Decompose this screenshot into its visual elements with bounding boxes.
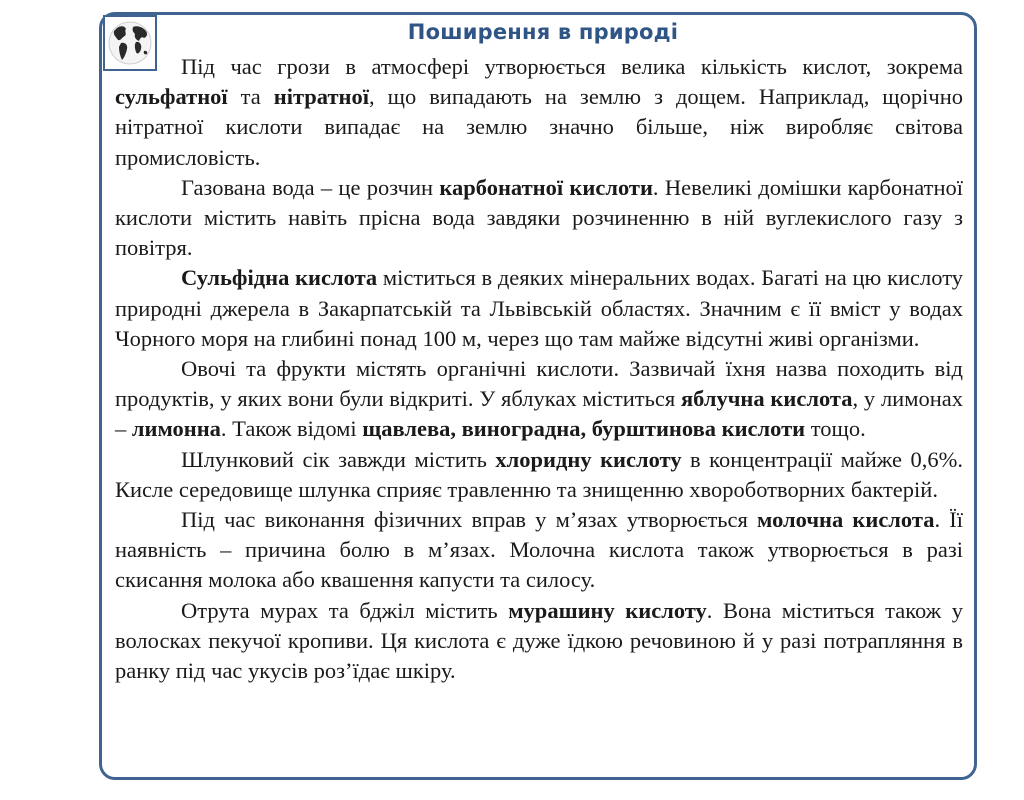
bold-term-citric: лимонна (131, 416, 221, 442)
bold-term-lactic: молочна кислота (757, 507, 935, 533)
bold-term-nitrate: нітратної (273, 84, 369, 110)
bold-term-sulfide: Сульфідна кислота (181, 265, 378, 291)
paragraph-carbonated-water: Газована вода – це розчин карбонатної кислоти. Невеликі домішки карбонатної кислоти містить навіть прісна вода завдяки розчиненню в ній вуглекислого газу з повітря. (115, 174, 963, 261)
bold-term-formic: мурашину кислоту (508, 597, 707, 623)
bold-term-other-acids: щавлева, виноградна, бурштинова кислоти (362, 416, 806, 442)
section-body (115, 52, 963, 686)
bold-term-malic: яблучна кислота (680, 386, 853, 412)
paragraph-sulfide-acid: Сульфідна кислота міститься в деяких мінеральних водах. Багаті на цю кислоту природні джерела в Закарпатській та Львівській областях. Значним є її вміст у водах Чорного моря на глибині понад 100 м, через що там майже відсутні живі організми. (115, 265, 963, 351)
paragraph-lactic-acid: Під час виконання фізичних вправ у м’язах утворюється молочна кислота. Її наявність – причина болю в м’язах. Молочна кислота також утворюється в разі скисання молока або квашення капусти та силосу. (115, 507, 964, 593)
bold-term-hydrochloric: хлоридну кислоту (495, 446, 682, 472)
bold-term-carbonic: карбонатної кислоти (439, 174, 653, 200)
paragraph-fruit-acids: Овочі та фрукти містять органічні кислоти. Зазвичай їхня назва походить від продуктів, у яких вони були відкриті. У яблуках міститься яблучна кислота, у лимонах – лимонна. Також відомі щавлева, виноградна, бурштинова кислоти тощо. (115, 356, 963, 442)
paragraph-gastric-juice: Шлунковий сік завжди містить хлоридну кислоту в концентрації майже 0,6%. Кисле середовище шлунка сприяє травленню та знищенню хвороботворних бактерій. (115, 446, 964, 502)
bold-term-sulfate: сульфатної (115, 84, 228, 110)
paragraph-formic-acid: Отрута мурах та бджіл містить мурашину кислоту. Вона міститься також у волосках пекучої кропиви. Ця кислота є дуже їдкою речовиною й у разі потрапляння в ранку під час укусів роз’їдає шкіру. (115, 597, 964, 684)
section-title: Поширення в природі (407, 20, 679, 44)
paragraph-storm-acids: Під час грози в атмосфері утворюється велика кількість кислот, зокрема сульфатної та нітратної, що випадають на землю з дощем. Наприклад, щорічно нітратної кислоти випадає на землю значно більше, ніж виробляє світова промисловість. (115, 54, 963, 170)
